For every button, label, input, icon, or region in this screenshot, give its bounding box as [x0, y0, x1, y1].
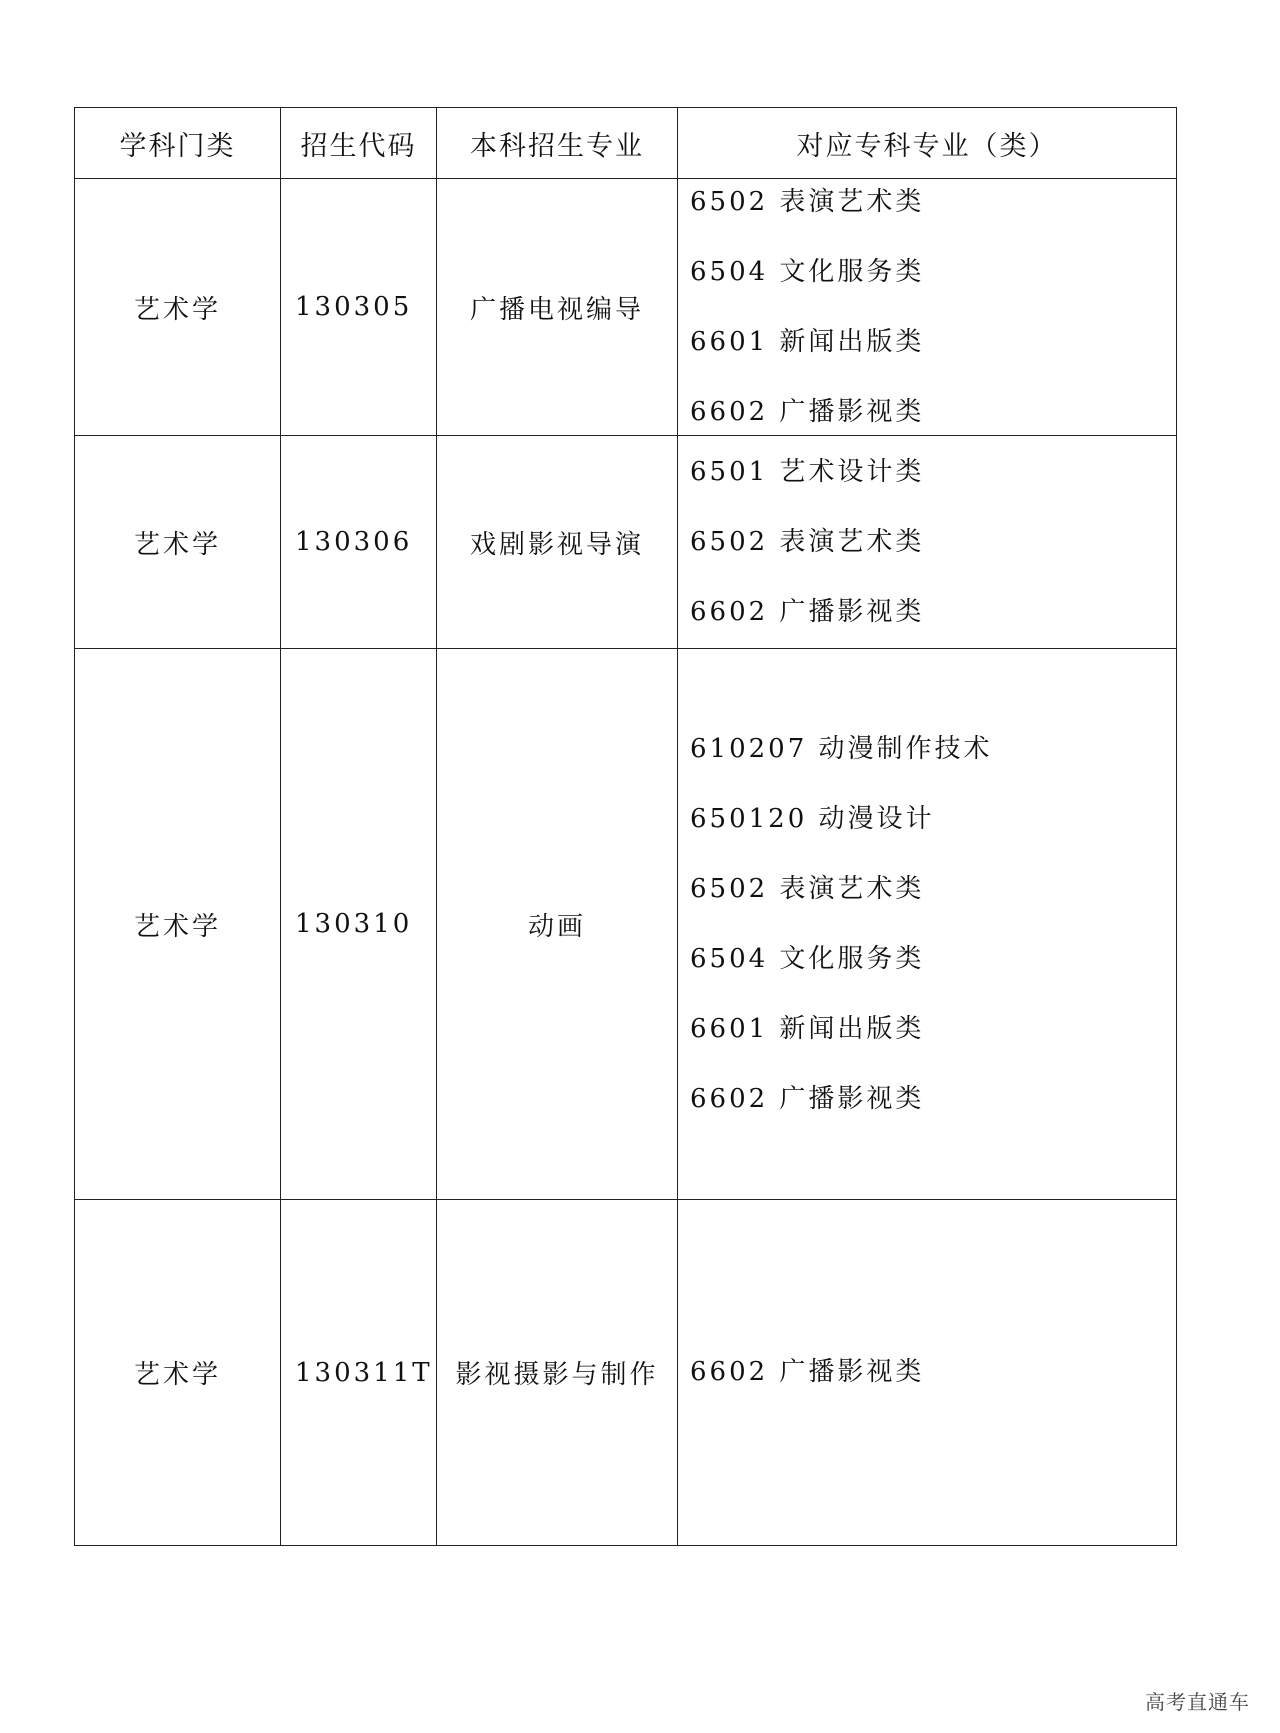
cell-related: [678, 436, 1177, 649]
cell-major: 影视摄影与制作: [437, 1200, 678, 1546]
related-item: 6504 文化服务类: [690, 256, 925, 287]
watermark-text: 高考直通车: [1145, 1690, 1250, 1714]
related-item: 6601 新闻出版类: [690, 326, 925, 357]
table-row: [75, 1200, 1177, 1546]
related-item: 650120 动漫设计: [690, 803, 935, 834]
cell-category: 艺术学: [75, 179, 281, 436]
cell-code: 130306: [281, 436, 437, 649]
header-code: 招生代码: [281, 108, 437, 179]
cell-major: 广播电视编导: [437, 179, 678, 436]
cell-major: 戏剧影视导演: [437, 436, 678, 649]
cell-category: 艺术学: [75, 436, 281, 649]
header-row: [75, 108, 1177, 179]
related-item: 6602 广播影视类: [690, 1357, 925, 1387]
cell-related: [678, 1200, 1177, 1546]
related-item: 6501 艺术设计类: [690, 456, 925, 487]
related-item: 610207 动漫制作技术: [690, 733, 993, 764]
cell-category: 艺术学: [75, 649, 281, 1200]
table-row: [75, 436, 1177, 649]
related-item: 6502 表演艺术类: [690, 186, 925, 217]
related-item: 6504 文化服务类: [690, 943, 925, 974]
table-header: [75, 108, 1177, 179]
header-related: 对应专科专业（类）: [678, 108, 1177, 179]
header-category: 学科门类: [75, 108, 281, 179]
related-item: 6602 广播影视类: [690, 1083, 925, 1114]
table-row: [75, 649, 1177, 1200]
related-list: [690, 184, 1176, 431]
related-item: 6502 表演艺术类: [690, 526, 925, 557]
cell-code: 130310: [281, 649, 437, 1200]
cell-code: 130311T: [281, 1200, 437, 1546]
table-body: [75, 179, 1177, 1546]
cell-major: 动画: [437, 649, 678, 1200]
majors-table: [74, 107, 1177, 1546]
cell-category: 艺术学: [75, 1200, 281, 1546]
table-row: [75, 179, 1177, 436]
related-item: 6602 广播影视类: [690, 596, 925, 627]
related-list: [690, 1354, 1176, 1391]
related-item: 6601 新闻出版类: [690, 1013, 925, 1044]
header-major: 本科招生专业: [437, 108, 678, 179]
cell-code: 130305: [281, 179, 437, 436]
related-list: [690, 731, 1176, 1118]
related-item: 6602 广播影视类: [690, 396, 925, 427]
related-list: [690, 454, 1176, 631]
cell-related: [678, 649, 1177, 1200]
related-item: 6502 表演艺术类: [690, 873, 925, 904]
cell-related: [678, 179, 1177, 436]
